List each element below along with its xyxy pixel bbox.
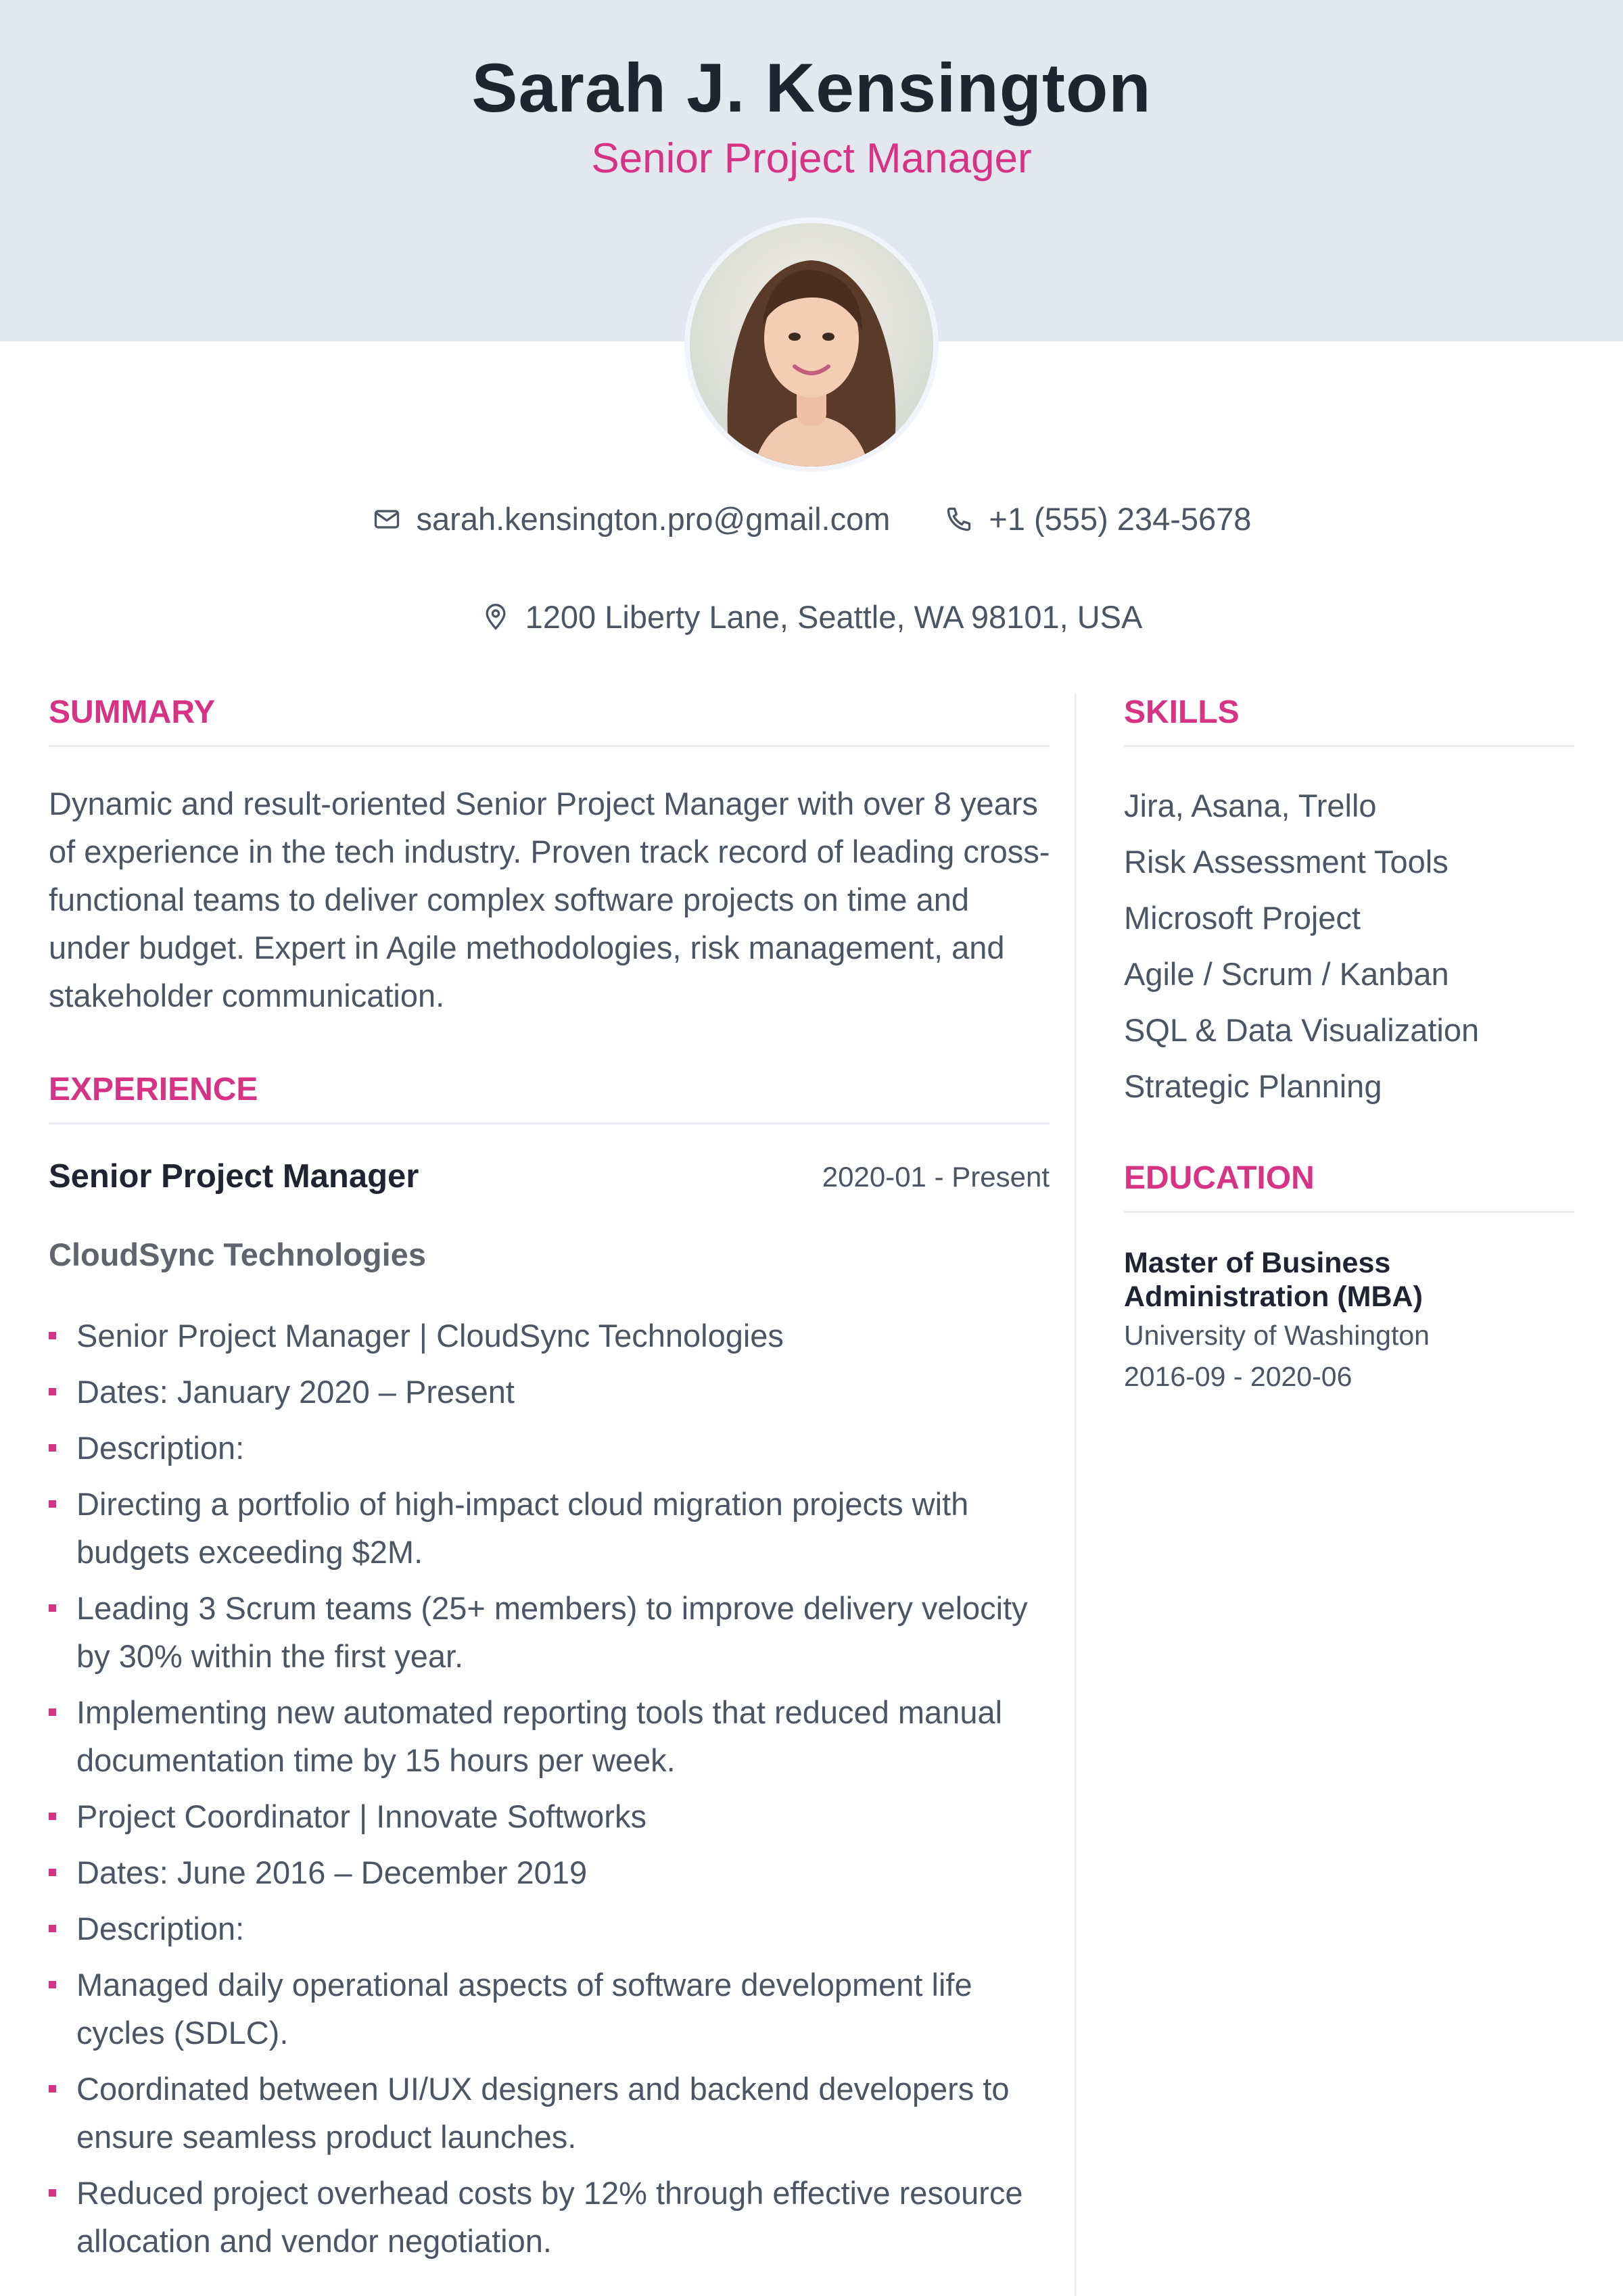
bullet-marker	[49, 1332, 56, 1339]
summary-rule	[49, 745, 1050, 747]
address-text: 1200 Liberty Lane, Seattle, WA 98101, USA	[525, 599, 1143, 635]
candidate-title: Senior Project Manager	[591, 135, 1032, 182]
company-name: CloudSync Technologies	[49, 1237, 426, 1272]
bullet-text: Implementing new automated reporting tools that reduced manual documentation time by 15 hours per week.	[76, 1694, 1003, 1778]
list-item	[49, 1312, 1056, 1360]
contact-row-address	[0, 598, 1623, 636]
bullet-text: Dates: June 2016 – December 2019	[76, 1855, 588, 1890]
skill-item: Microsoft Project	[1124, 900, 1361, 936]
bullet-text: Managed daily operational aspects of software development life cycles (SDLC).	[76, 1967, 972, 2051]
bullet-text: Senior Project Manager | CloudSync Technologies	[76, 1318, 784, 1354]
profile-photo	[690, 223, 933, 467]
education-dates: 2016-09 - 2020-06	[1124, 1361, 1352, 1392]
summary-text: Dynamic and result-oriented Senior Project Manager with over 8 years of experience in the tech industry. Proven track record of leading cross-functional teams to deliver complex software projects on time and under budget. Expert in Agile methodologies, risk management, and stakeholder communication.	[49, 786, 1050, 1013]
contact-email[interactable]	[372, 500, 891, 537]
bullet-marker	[49, 1708, 56, 1716]
job-dates: 2020-01 - Present	[822, 1161, 1050, 1193]
contact-address	[481, 598, 1143, 636]
bullet-text: Dates: January 2020 – Present	[76, 1374, 515, 1410]
bullet-text: Description:	[76, 1911, 245, 1946]
skills-heading: SKILLS	[1124, 694, 1240, 730]
list-item	[49, 1688, 1056, 1784]
skills-rule	[1124, 745, 1574, 747]
experience-heading: EXPERIENCE	[49, 1072, 258, 1107]
skill-item: Risk Assessment Tools	[1124, 844, 1449, 880]
bullet-text: Reduced project overhead costs by 12% through effective resource allocation and vendor negotiation.	[76, 2175, 1023, 2259]
list-item	[49, 1905, 1056, 1953]
email-text: sarah.kensington.pro@gmail.com	[416, 501, 891, 537]
skills-list	[1124, 778, 1479, 1114]
phone-icon	[944, 504, 974, 534]
bullet-marker	[49, 2189, 56, 2197]
list-item	[49, 1584, 1056, 1680]
summary-heading: SUMMARY	[49, 694, 216, 730]
bullet-marker	[49, 1604, 56, 1612]
list-item	[49, 2169, 1056, 2265]
skill-item: Jira, Asana, Trello	[1124, 788, 1377, 823]
education-rule	[1124, 1211, 1574, 1213]
bullet-marker	[49, 1981, 56, 1988]
list-item	[49, 1848, 1056, 1896]
bullet-marker	[49, 2085, 56, 2092]
contact-row-primary	[0, 500, 1623, 537]
job-title: Senior Project Manager	[49, 1158, 419, 1195]
education-degree: Master of Business Administration (MBA)	[1124, 1247, 1423, 1313]
bullet-text: Directing a portfolio of high-impact cloud migration projects with budgets exceeding $2M.	[76, 1486, 969, 1570]
list-item	[49, 1961, 1056, 2057]
bullet-text: Coordinated between UI/UX designers and backend developers to ensure seamless product launches.	[76, 2071, 1010, 2155]
education-heading: EDUCATION	[1124, 1160, 1315, 1196]
bullet-marker	[49, 1444, 56, 1452]
list-item	[49, 1368, 1056, 1416]
mail-icon	[372, 504, 402, 534]
skill-item: SQL & Data Visualization	[1124, 1012, 1480, 1048]
list-item	[49, 1480, 1056, 1576]
column-divider	[1075, 693, 1077, 2296]
map-pin-icon	[481, 602, 511, 632]
bullet-marker	[49, 1925, 56, 1932]
phone-text: +1 (555) 234-5678	[989, 501, 1252, 537]
list-item	[49, 1424, 1056, 1472]
bullet-marker	[49, 1500, 56, 1508]
bullet-text: Leading 3 Scrum teams (25+ members) to improve delivery velocity by 30% within the first year.	[76, 1590, 1028, 1674]
education-school: University of Washington	[1124, 1320, 1430, 1351]
list-item	[49, 1792, 1056, 1840]
candidate-name: Sarah J. Kensington	[471, 49, 1152, 126]
experience-rule	[49, 1122, 1050, 1124]
bullet-text: Project Coordinator | Innovate Softworks	[76, 1798, 646, 1834]
bullet-text: Description:	[76, 1430, 245, 1466]
bullet-marker	[49, 1869, 56, 1876]
bullet-marker	[49, 1388, 56, 1395]
skill-item: Strategic Planning	[1124, 1068, 1382, 1104]
skill-item: Agile / Scrum / Kanban	[1124, 956, 1449, 992]
bullet-marker	[49, 1813, 56, 1820]
experience-bullets	[49, 1312, 1056, 2273]
contact-phone[interactable]	[944, 500, 1251, 537]
list-item	[49, 2065, 1056, 2161]
